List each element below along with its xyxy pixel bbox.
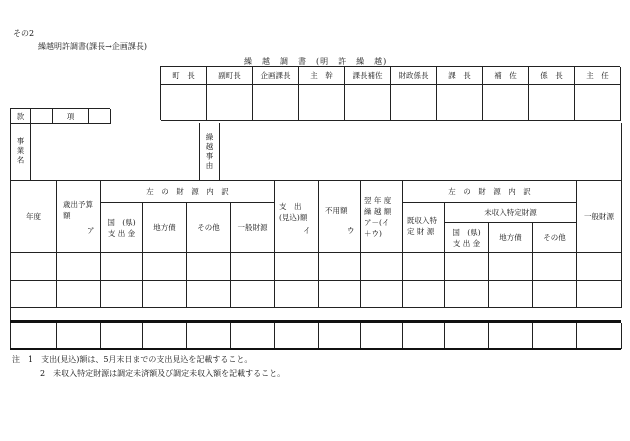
stamp-box[interactable] xyxy=(299,85,345,121)
carryover-reason-value[interactable] xyxy=(220,123,622,181)
project-name-value[interactable] xyxy=(31,123,200,181)
table-cell[interactable] xyxy=(187,253,231,281)
total-separator-bottom xyxy=(10,348,621,350)
stamp-box[interactable] xyxy=(483,85,529,121)
table-cell[interactable] xyxy=(187,281,231,308)
table-cell[interactable] xyxy=(143,253,187,281)
table-cell[interactable] xyxy=(11,253,57,281)
table-cell[interactable] xyxy=(231,253,275,281)
zaigen-right-header: 左 の 財 源 内 訳 xyxy=(403,181,577,203)
table-cell[interactable] xyxy=(445,323,489,349)
table-cell[interactable] xyxy=(319,281,361,308)
col-nendo: 年度 xyxy=(11,181,57,253)
table-cell[interactable] xyxy=(187,323,231,349)
stamp-box[interactable] xyxy=(391,85,437,121)
col-ippan-right: 一般財源 xyxy=(577,181,622,253)
approval-header-cell: 課 長 xyxy=(437,67,483,85)
kan-label: 款 xyxy=(11,109,31,124)
approval-header-cell: 係 長 xyxy=(529,67,575,85)
project-block xyxy=(10,123,621,181)
table-cell[interactable] xyxy=(489,253,533,281)
kou-label: 項 xyxy=(53,109,89,124)
note-2: 2 未収入特定財源は調定未済額及び調定未収入額を記載すること。 xyxy=(40,369,286,378)
table-cell[interactable] xyxy=(445,253,489,281)
col-sonota-left: その他 xyxy=(187,203,231,253)
stamp-box[interactable] xyxy=(207,85,253,121)
main-table xyxy=(10,181,621,321)
table-cell[interactable] xyxy=(57,281,101,308)
mishuunyu-header: 未収入特定財源 xyxy=(445,203,577,223)
table-cell[interactable] xyxy=(577,323,622,349)
col-fuyougaku: 不用額 ウ xyxy=(319,181,361,253)
note-1: 注 1 支出(見込)額は、5月末日までの支出見込を記載すること。 xyxy=(12,355,253,364)
table-cell[interactable] xyxy=(489,323,533,349)
col-kishuunyu: 既収入特 定 財 源 xyxy=(403,203,445,253)
table-cell[interactable] xyxy=(275,323,319,349)
col-shishutsu: 支 出 (見込)額 イ xyxy=(275,181,319,253)
table-cell[interactable] xyxy=(275,281,319,308)
table-row xyxy=(11,253,622,281)
approval-header-cell: 町 長 xyxy=(161,67,207,85)
col-ippan-left: 一般財源 xyxy=(231,203,275,253)
form-number: その2 xyxy=(13,29,35,38)
table-cell[interactable] xyxy=(533,281,577,308)
approval-header-cell: 副町長 xyxy=(207,67,253,85)
stamp-box[interactable] xyxy=(253,85,299,121)
approval-header-cell: 財政係長 xyxy=(391,67,437,85)
table-cell[interactable] xyxy=(577,281,622,308)
col-chihousai-right: 地方債 xyxy=(489,223,533,253)
table-cell[interactable] xyxy=(403,323,445,349)
table-cell[interactable] xyxy=(489,281,533,308)
approval-header-cell: 課長補佐 xyxy=(345,67,391,85)
table-cell[interactable] xyxy=(101,323,143,349)
col-yokunendo: 翌 年 度 繰 越 額 ア－(イ ＋ウ) xyxy=(361,181,403,253)
table-cell[interactable] xyxy=(231,323,275,349)
table-row xyxy=(11,281,622,308)
table-cell[interactable] xyxy=(403,253,445,281)
table-cell[interactable] xyxy=(533,323,577,349)
col-chihousai-left: 地方債 xyxy=(143,203,187,253)
form-subtitle: 繰越明許調書(課長→企画課長) xyxy=(38,42,147,51)
approval-header-cell: 企画課長 xyxy=(253,67,299,85)
col-kuni-right: 国 (県) 支 出 金 xyxy=(445,223,489,253)
approval-header-cell: 主 任 xyxy=(575,67,621,85)
table-cell[interactable] xyxy=(577,253,622,281)
table-cell[interactable] xyxy=(319,253,361,281)
carryover-reason-label: 繰越事由 xyxy=(200,123,220,181)
table-cell[interactable] xyxy=(533,253,577,281)
table-cell[interactable] xyxy=(143,281,187,308)
stamp-box[interactable] xyxy=(437,85,483,121)
kan-kou-row xyxy=(10,108,110,123)
page-title: 繰 越 調 書 (明 許 繰 越) xyxy=(244,57,388,66)
table-cell[interactable] xyxy=(275,253,319,281)
col-saishutsu: 歳出予算額 ア xyxy=(57,181,101,253)
table-cell[interactable] xyxy=(319,323,361,349)
table-cell[interactable] xyxy=(445,281,489,308)
table-cell[interactable] xyxy=(11,323,57,349)
kan-value[interactable] xyxy=(31,109,53,124)
kou-value[interactable] xyxy=(89,109,111,124)
table-cell[interactable] xyxy=(11,281,57,308)
table-cell[interactable] xyxy=(101,281,143,308)
zaigen-left-header: 左 の 財 源 内 訳 xyxy=(101,181,275,203)
total-row xyxy=(10,323,621,349)
col-kuni-left: 国 (県) 支 出 金 xyxy=(101,203,143,253)
table-cell[interactable] xyxy=(361,253,403,281)
stamp-box[interactable] xyxy=(345,85,391,121)
table-cell[interactable] xyxy=(57,323,101,349)
stamp-box[interactable] xyxy=(529,85,575,121)
table-cell[interactable] xyxy=(231,281,275,308)
table-cell[interactable] xyxy=(361,323,403,349)
table-cell[interactable] xyxy=(361,281,403,308)
approval-header-cell: 補 佐 xyxy=(483,67,529,85)
approval-header-cell: 主 幹 xyxy=(299,67,345,85)
table-cell[interactable] xyxy=(101,253,143,281)
approval-table xyxy=(160,66,620,120)
project-name-label: 事業名 xyxy=(11,123,31,181)
table-cell[interactable] xyxy=(57,253,101,281)
stamp-box[interactable] xyxy=(161,85,207,121)
col-sonota-right: その他 xyxy=(533,223,577,253)
stamp-box[interactable] xyxy=(575,85,621,121)
table-cell[interactable] xyxy=(143,323,187,349)
table-cell[interactable] xyxy=(403,281,445,308)
